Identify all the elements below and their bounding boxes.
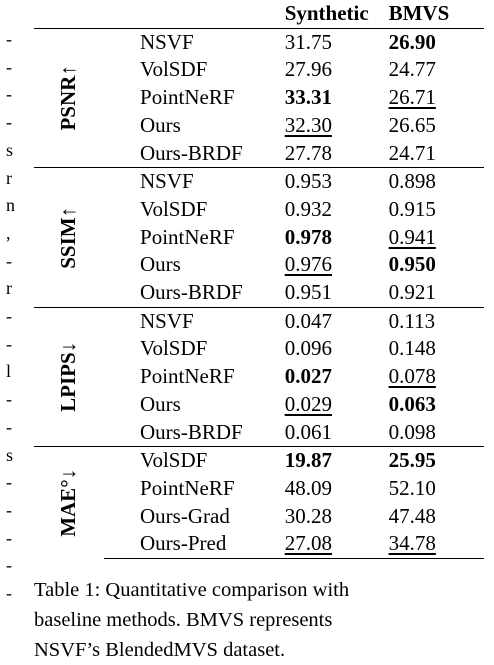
metric-label-cell	[34, 28, 104, 168]
synthetic-value	[285, 391, 389, 419]
cell-value: 0.027	[284, 364, 332, 389]
cell-value: 0.047	[284, 308, 332, 333]
bmvs-value	[389, 307, 484, 335]
method-name: NSVF	[104, 28, 285, 56]
table-row	[34, 28, 484, 56]
bmvs-value	[389, 168, 484, 196]
cell-value: 0.941	[388, 224, 436, 249]
cell-value: 0.063	[388, 391, 436, 416]
synthetic-value	[285, 224, 389, 252]
margin-glyph: r	[6, 278, 12, 299]
method-name: PointNeRF	[140, 475, 235, 500]
synthetic-value	[285, 419, 389, 447]
metric-header	[34, 0, 104, 28]
synthetic-value	[285, 530, 389, 558]
metric-label: LPIPS↓	[56, 341, 81, 412]
bmvs-value	[389, 84, 484, 112]
method-header	[104, 0, 285, 28]
cell-value: 0.078	[388, 364, 436, 389]
margin-glyph: l	[6, 361, 12, 382]
bmvs-value	[389, 447, 484, 475]
cell-value: 0.932	[284, 196, 332, 221]
cell-value: 0.950	[388, 252, 436, 277]
margin-glyph: s	[6, 444, 14, 465]
margin-glyph: -	[6, 333, 12, 354]
margin-glyph: r	[6, 167, 12, 188]
bmvs-value	[389, 503, 484, 531]
margin-glyph: -	[6, 555, 12, 576]
bmvs-value	[389, 335, 484, 363]
margin-glyph: -	[6, 112, 12, 133]
table-row	[34, 168, 484, 196]
cell-value: 0.951	[284, 280, 332, 305]
method-name: NSVF	[104, 307, 285, 335]
bmvs-value	[389, 28, 484, 56]
cell-value: 0.113	[388, 308, 436, 333]
margin-glyph: -	[6, 29, 12, 49]
cell-value: 31.75	[284, 29, 332, 54]
method-name: VolSDF	[104, 447, 285, 475]
bmvs-value	[389, 112, 484, 140]
method-name: Ours-BRDF	[140, 419, 243, 444]
method-name: Ours-Grad	[140, 503, 230, 528]
method-name: Ours-Pred	[104, 530, 285, 558]
method-name: PointNeRF	[140, 364, 235, 389]
margin-glyph: n	[6, 195, 15, 216]
table-row	[34, 447, 484, 475]
method-name: VolSDF	[140, 336, 208, 361]
synthetic-value	[285, 503, 389, 531]
synthetic-value	[285, 140, 389, 168]
cell-value: 26.65	[388, 112, 436, 137]
synthetic-value	[285, 335, 389, 363]
cell-value: 19.87	[284, 448, 332, 473]
margin-glyph: -	[6, 527, 12, 548]
synthetic-value	[285, 112, 389, 140]
cell-value: 27.78	[284, 140, 332, 165]
cell-value: 0.953	[284, 169, 332, 194]
bmvs-value	[389, 196, 484, 224]
bmvs-value	[389, 56, 484, 84]
bmvs-value	[389, 279, 484, 307]
synthetic-value	[285, 363, 389, 391]
cell-value: 25.95	[388, 448, 436, 473]
column-header-synthetic: Synthetic	[284, 1, 369, 25]
cell-value: 0.148	[388, 336, 436, 361]
margin-glyph: -	[6, 250, 12, 271]
cell-value: 24.71	[388, 140, 436, 165]
synthetic-value	[285, 28, 389, 56]
caption-line-1: Table 1: Quantitative comparison with	[34, 579, 350, 601]
table-caption	[34, 575, 494, 665]
margin-glyph: -	[6, 499, 12, 520]
method-name: PointNeRF	[140, 85, 235, 110]
cell-value: 26.90	[388, 29, 436, 54]
table-header-row	[34, 0, 484, 28]
method-name: Ours-BRDF	[140, 140, 243, 165]
caption-line-2: baseline methods. BMVS represents	[34, 609, 333, 631]
cell-value: 47.48	[388, 503, 436, 528]
metric-label-cell	[34, 447, 104, 559]
cell-value: 0.061	[284, 419, 332, 444]
bmvs-value	[389, 530, 484, 558]
margin-glyph: ,	[6, 222, 11, 243]
synthetic-value	[285, 84, 389, 112]
synthetic-value	[285, 56, 389, 84]
cell-value: 52.10	[388, 475, 436, 500]
synthetic-value	[285, 196, 389, 224]
left-margin-fragments	[0, 0, 20, 660]
metric-label: SSIM↑	[56, 206, 81, 269]
method-name: Ours-BRDF	[140, 280, 243, 305]
cell-value: 30.28	[284, 503, 332, 528]
metric-label-cell	[34, 168, 104, 308]
cell-value: 0.976	[284, 252, 332, 277]
bmvs-value	[389, 140, 484, 168]
cell-value: 26.71	[388, 85, 436, 110]
table-body	[34, 28, 484, 558]
results-table	[34, 0, 484, 559]
cell-value: 0.921	[388, 280, 436, 305]
margin-glyph: -	[6, 472, 12, 493]
cell-value: 48.09	[284, 475, 332, 500]
synthetic-value	[285, 307, 389, 335]
cell-value: 27.08	[284, 531, 332, 556]
method-name: Ours	[140, 391, 181, 416]
margin-glyph: -	[6, 389, 12, 410]
cell-value: 0.098	[388, 419, 436, 444]
synthetic-value	[285, 475, 389, 503]
bmvs-value	[389, 224, 484, 252]
cell-value: 0.978	[284, 224, 332, 249]
margin-glyph: -	[6, 306, 12, 326]
cell-value: 0.915	[388, 196, 436, 221]
table-row	[34, 307, 484, 335]
margin-glyph: s	[6, 139, 14, 160]
metric-label: MAE°↓	[56, 468, 81, 537]
method-name: NSVF	[104, 168, 285, 196]
caption-line-3: NSVF’s BlendedMVS dataset.	[34, 639, 286, 661]
bmvs-value	[389, 363, 484, 391]
cell-value: 24.77	[388, 57, 436, 82]
cell-value: 27.96	[284, 57, 332, 82]
cell-value: 33.31	[284, 85, 332, 110]
margin-glyph: -	[6, 84, 12, 105]
method-name: VolSDF	[140, 57, 208, 82]
bmvs-value	[389, 251, 484, 279]
cell-value: 32.30	[284, 112, 332, 137]
margin-glyph: -	[6, 416, 12, 437]
bmvs-value	[389, 419, 484, 447]
margin-glyph: -	[6, 56, 12, 77]
synthetic-value	[285, 447, 389, 475]
metric-label-cell	[34, 307, 104, 447]
synthetic-value	[285, 251, 389, 279]
method-name: PointNeRF	[140, 224, 235, 249]
method-name: Ours	[140, 112, 181, 137]
cell-value: 0.898	[388, 169, 436, 194]
metric-label: PSNR↑	[56, 65, 81, 131]
margin-glyph: -	[6, 583, 12, 603]
column-header-bmvs: BMVS	[388, 1, 450, 25]
bmvs-value	[389, 475, 484, 503]
cell-value: 34.78	[388, 531, 436, 556]
synthetic-value	[285, 279, 389, 307]
cell-value: 0.096	[284, 336, 332, 361]
method-name: Ours	[140, 252, 181, 277]
cell-value: 0.029	[284, 391, 332, 416]
synthetic-value	[285, 168, 389, 196]
method-name: VolSDF	[140, 196, 208, 221]
bmvs-value	[389, 391, 484, 419]
